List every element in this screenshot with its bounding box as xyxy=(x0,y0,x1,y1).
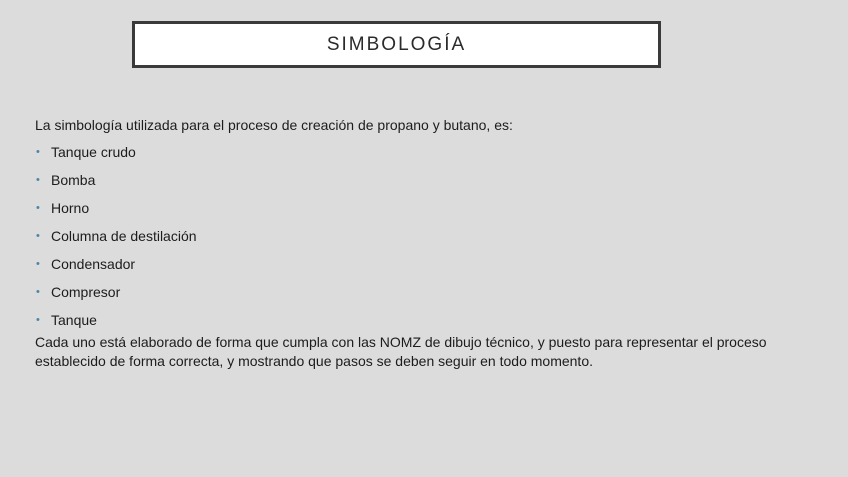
bullet-icon: • xyxy=(36,258,40,270)
slide-content xyxy=(35,116,815,371)
list-item-label: Compresor xyxy=(51,284,121,300)
list-item xyxy=(35,227,815,255)
bullet-icon: • xyxy=(36,174,40,186)
list-item-label: Bomba xyxy=(51,172,96,188)
list-item-label: Tanque crudo xyxy=(51,144,136,160)
bullet-icon: • xyxy=(36,146,40,158)
bullet-icon: • xyxy=(36,314,40,326)
bullet-icon: • xyxy=(36,230,40,242)
list-item-label: Tanque xyxy=(51,312,97,328)
title-box xyxy=(132,21,661,68)
list-item xyxy=(35,199,815,227)
bullet-icon: • xyxy=(36,286,40,298)
list-item-label: Condensador xyxy=(51,256,136,272)
closing-text: Cada uno está elaborado de forma que cumpla con las NOMZ de dibujo técnico, y puesto para representar el proceso establecido de forma correcta, y mostrando que pasos se deben seguir en todo momento. xyxy=(35,334,767,369)
list-item xyxy=(35,143,815,171)
list-item xyxy=(35,311,815,339)
slide-title: SIMBOLOGÍA xyxy=(326,33,467,55)
intro-text: La simbología utilizada para el proceso de creación de propano y butano, es: xyxy=(35,117,513,133)
list-item xyxy=(35,171,815,199)
list-item xyxy=(35,255,815,283)
list-item xyxy=(35,283,815,311)
bullet-icon: • xyxy=(36,202,40,214)
bullet-list xyxy=(35,143,815,339)
list-item-label: Columna de destilación xyxy=(51,228,197,244)
list-item-label: Horno xyxy=(51,200,90,216)
